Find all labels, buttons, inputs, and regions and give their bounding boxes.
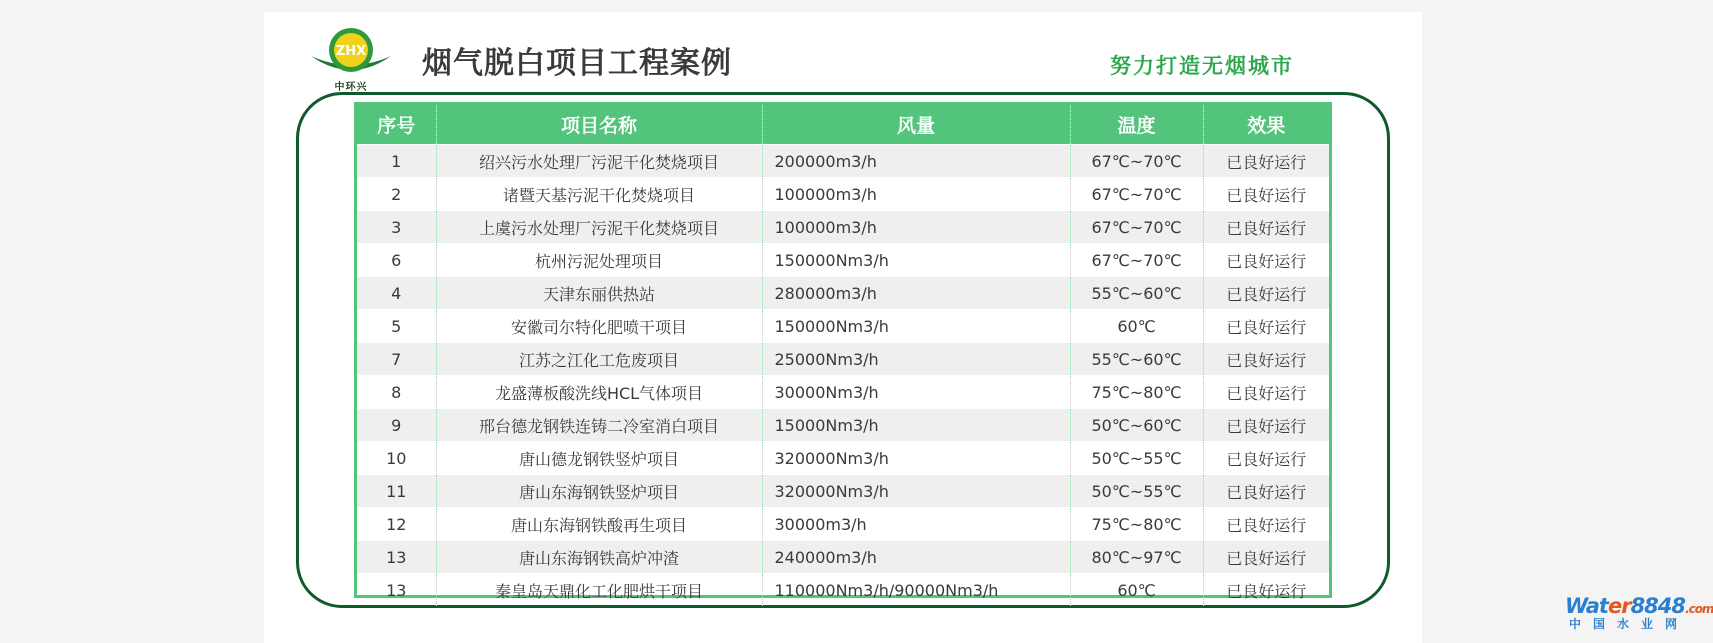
logo-company-name: 中环兴 [334,82,368,93]
slogan: 努力打造无烟城市 [1110,53,1294,78]
cell-project-name: 唐山东海钢铁高炉冲渣 [436,541,762,574]
cell-result: 已良好运行 [1203,277,1329,310]
cell-temperature: 67℃~70℃ [1070,178,1203,211]
cell-temperature: 50℃~55℃ [1070,442,1203,475]
cell-project-name: 龙盛薄板酸洗线HCL气体项目 [436,376,762,409]
cell-result: 已良好运行 [1203,442,1329,475]
cell-airflow: 110000Nm3/h/90000Nm3/h [762,574,1070,607]
col-header-project-name: 项目名称 [436,105,762,145]
cell-temperature: 50℃~60℃ [1070,409,1203,442]
cell-airflow: 320000Nm3/h [762,442,1070,475]
page-title: 烟气脱白项目工程案例 [422,46,732,81]
watermark-brand-e: er [1607,594,1631,618]
cell-result: 已良好运行 [1203,244,1329,277]
cell-airflow: 30000m3/h [762,508,1070,541]
watermark-brand-num: 8848 [1630,594,1686,618]
cell-temperature: 55℃~60℃ [1070,277,1203,310]
table-row [357,343,1329,376]
cell-airflow: 280000m3/h [762,277,1070,310]
cell-index: 3 [357,211,436,244]
cell-temperature: 60℃ [1070,310,1203,343]
cell-result: 已良好运行 [1203,211,1329,244]
cell-temperature: 50℃~55℃ [1070,475,1203,508]
col-header-index: 序号 [357,105,436,145]
cell-index: 13 [357,574,436,607]
table-row [357,277,1329,310]
cell-airflow: 30000Nm3/h [762,376,1070,409]
table-row [357,211,1329,244]
cell-project-name: 天津东丽供热站 [436,277,762,310]
table-row [357,178,1329,211]
table-row [357,244,1329,277]
watermark-brand-w: Wat [1565,594,1608,618]
table-row [357,145,1329,178]
cell-index: 5 [357,310,436,343]
cell-result: 已良好运行 [1203,310,1329,343]
cell-project-name: 诸暨天基污泥干化焚烧项目 [436,178,762,211]
cell-project-name: 上虞污水处理厂污泥干化焚烧项目 [436,211,762,244]
cell-project-name: 秦皇岛天鼎化工化肥烘干项目 [436,574,762,607]
cell-airflow: 240000m3/h [762,541,1070,574]
cell-temperature: 55℃~60℃ [1070,343,1203,376]
cell-project-name: 江苏之江化工危废项目 [436,343,762,376]
table-row [357,574,1329,607]
watermark [1565,594,1713,638]
cell-project-name: 唐山德龙钢铁竖炉项目 [436,442,762,475]
cell-index: 7 [357,343,436,376]
cell-index: 8 [357,376,436,409]
cell-result: 已良好运行 [1203,541,1329,574]
cell-index: 10 [357,442,436,475]
cell-index: 9 [357,409,436,442]
cell-result: 已良好运行 [1203,409,1329,442]
cell-result: 已良好运行 [1203,145,1329,178]
col-header-temperature: 温度 [1070,105,1203,145]
cell-project-name: 唐山东海钢铁酸再生项目 [436,508,762,541]
col-header-result: 效果 [1203,105,1329,145]
table-row [357,475,1329,508]
cell-result: 已良好运行 [1203,178,1329,211]
table-row [357,541,1329,574]
cell-index: 2 [357,178,436,211]
cell-temperature: 75℃~80℃ [1070,376,1203,409]
table-row [357,409,1329,442]
cell-project-name: 绍兴污水处理厂污泥干化焚烧项目 [436,145,762,178]
cell-project-name: 杭州污泥处理项目 [436,244,762,277]
table-row [357,442,1329,475]
projects-table-container [354,102,1332,601]
cell-index: 12 [357,508,436,541]
cell-result: 已良好运行 [1203,376,1329,409]
cell-project-name: 邢台德龙钢铁连铸二冷室消白项目 [436,409,762,442]
table-row [357,376,1329,409]
cell-index: 11 [357,475,436,508]
cell-project-name: 唐山东海钢铁竖炉项目 [436,475,762,508]
cell-temperature: 60℃ [1070,574,1203,607]
cell-index: 4 [357,277,436,310]
cell-airflow: 15000Nm3/h [762,409,1070,442]
cell-result: 已良好运行 [1203,508,1329,541]
table-row [357,310,1329,343]
cell-index: 1 [357,145,436,178]
cell-airflow: 100000m3/h [762,178,1070,211]
cell-temperature: 80℃~97℃ [1070,541,1203,574]
cell-airflow: 100000m3/h [762,211,1070,244]
cell-temperature: 67℃~70℃ [1070,244,1203,277]
cell-airflow: 320000Nm3/h [762,475,1070,508]
cell-temperature: 67℃~70℃ [1070,145,1203,178]
table-row [357,508,1329,541]
cell-temperature: 75℃~80℃ [1070,508,1203,541]
logo-mark-text: ZHX [335,44,367,59]
col-header-airflow: 风量 [762,105,1070,145]
cell-airflow: 150000Nm3/h [762,310,1070,343]
cell-index: 13 [357,541,436,574]
cell-result: 已良好运行 [1203,475,1329,508]
watermark-brand-suffix: .com [1685,602,1713,616]
cell-index: 6 [357,244,436,277]
projects-table [357,105,1329,606]
cell-result: 已良好运行 [1203,343,1329,376]
cell-project-name: 安徽司尔特化肥喷干项目 [436,310,762,343]
cell-airflow: 150000Nm3/h [762,244,1070,277]
cell-airflow: 200000m3/h [762,145,1070,178]
cell-airflow: 25000Nm3/h [762,343,1070,376]
cell-result: 已良好运行 [1203,574,1329,607]
watermark-subtitle: 中国水业网 [1569,617,1690,631]
cell-temperature: 67℃~70℃ [1070,211,1203,244]
table-header-row [357,105,1329,145]
